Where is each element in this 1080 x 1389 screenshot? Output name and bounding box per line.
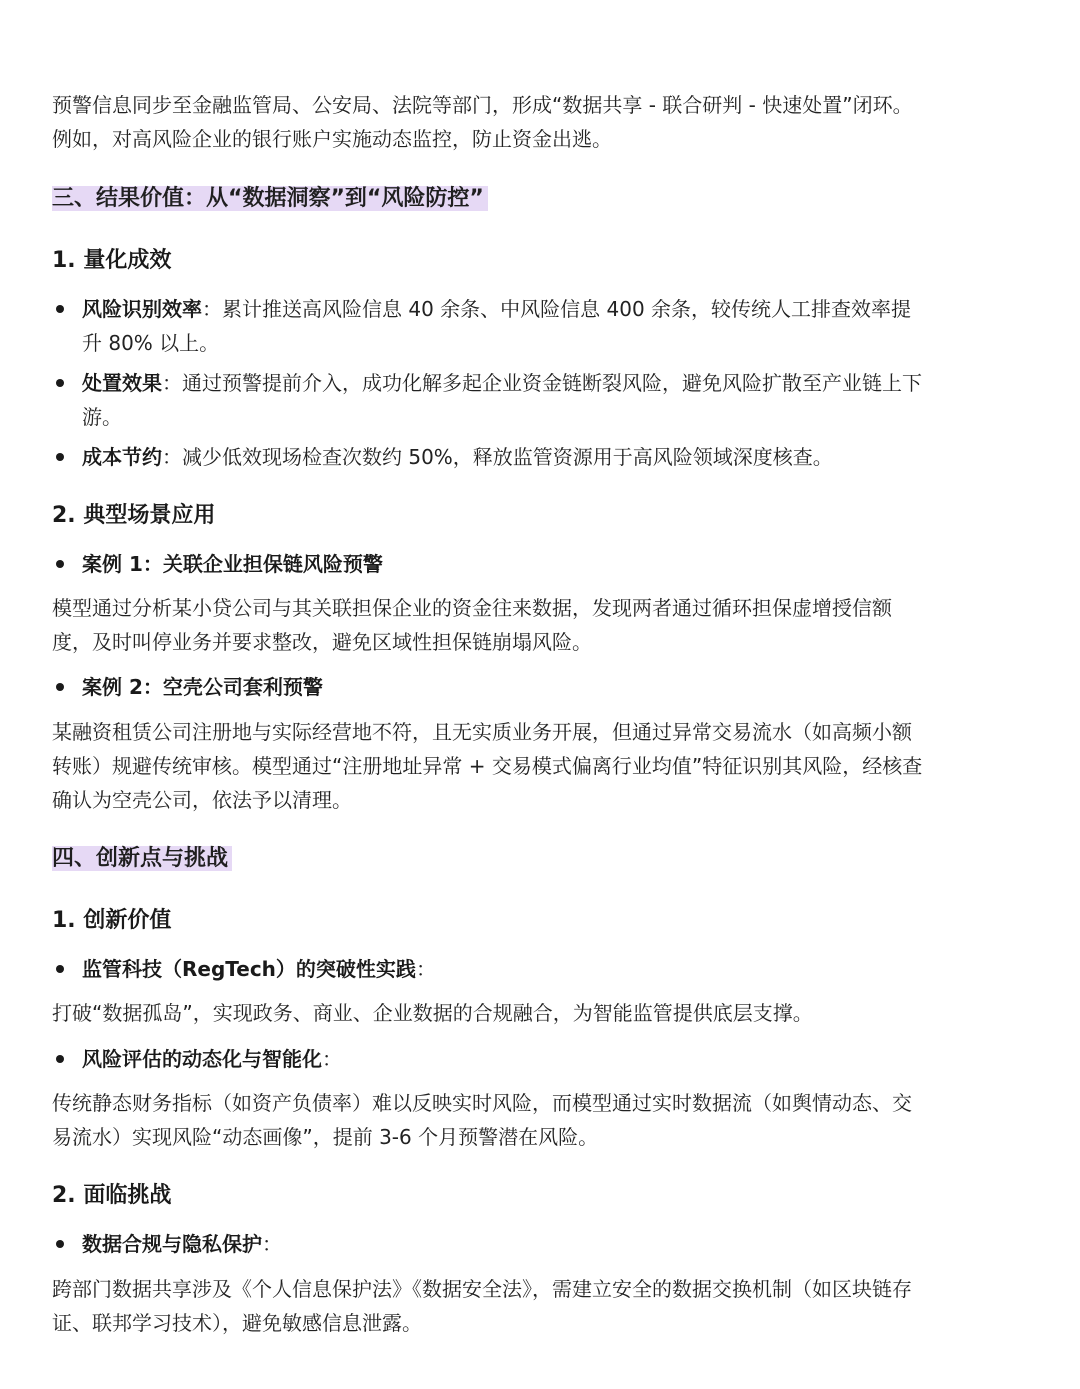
bullet-label: 处置效果 <box>82 371 162 395</box>
bullet-text: ：累计推送高风险信息 40 余条、中风险信息 400 余条，较传统人工排查效率提升 80% 以上。 <box>82 297 912 355</box>
section-3-heading <box>52 184 488 214</box>
bullet-dot-icon <box>56 453 64 461</box>
bullet-dynamic-assessment <box>52 1042 930 1076</box>
bullet-disposal-effect <box>52 366 930 434</box>
section-4-heading-text: 四、创新点与挑战 <box>52 846 232 871</box>
data-compliance-label: 数据合规与隐私保护 <box>82 1232 262 1256</box>
bullet-dot-icon <box>56 1240 64 1248</box>
bullet-dot-icon <box>56 683 64 691</box>
section-4-1-heading: 1. 创新价值 <box>52 908 172 933</box>
bullet-regtech <box>52 952 930 986</box>
regtech-label: 监管科技（RegTech）的突破性实践 <box>82 957 416 981</box>
section-4-heading <box>52 844 232 874</box>
intro-paragraph: 预警信息同步至金融监管局、公安局、法院等部门，形成“数据共享 - 联合研判 - 快速处置”闭环。例如，对高风险企业的银行账户实施动态监控，防止资金出逃。 <box>52 93 913 151</box>
regtech-paragraph: 打破“数据孤岛”，实现政务、商业、企业数据的合规融合，为智能监管提供底层支撑。 <box>52 1001 813 1025</box>
case-1-label: 案例 1：关联企业担保链风险预警 <box>82 552 383 576</box>
case-2-paragraph: 某融资租赁公司注册地与实际经营地不符，且无实质业务开展，但通过异常交易流水（如高频小额转账）规避传统审核。模型通过“注册地址异常 + 交易模式偏离行业均值”特征识别其风险，经核查确认为空壳公司，依法予以清理。 <box>52 720 923 812</box>
section-3-heading-text: 三、结果价值：从“数据洞察”到“风险防控” <box>52 186 488 211</box>
bullet-dot-icon <box>56 1055 64 1063</box>
regtech-suffix: ： <box>415 957 436 981</box>
bullet-data-compliance <box>52 1227 930 1261</box>
bullet-dot-icon <box>56 965 64 973</box>
section-3-1-heading: 1. 量化成效 <box>52 248 172 273</box>
section-4-2-heading: 2. 面临挑战 <box>52 1183 172 1208</box>
bullet-case-1 <box>52 547 930 581</box>
bullet-cost-saving <box>52 440 930 474</box>
data-compliance-suffix: ： <box>262 1232 282 1256</box>
bullet-case-2 <box>52 670 930 704</box>
section-3-2-heading: 2. 典型场景应用 <box>52 503 216 528</box>
bullet-text: ：减少低效现场检查次数约 50%，释放监管资源用于高风险领域深度核查。 <box>162 445 833 469</box>
bullet-dot-icon <box>56 305 64 313</box>
dynamic-assessment-paragraph: 传统静态财务指标（如资产负债率）难以反映实时风险，而模型通过实时数据流（如舆情动态、交易流水）实现风险“动态画像”，提前 3-6 个月预警潜在风险。 <box>52 1091 912 1149</box>
bullet-label: 风险识别效率 <box>82 297 202 321</box>
bullet-dot-icon <box>56 560 64 568</box>
case-1-paragraph: 模型通过分析某小贷公司与其关联担保企业的资金往来数据，发现两者通过循环担保虚增授信额度，及时叫停业务并要求整改，避免区域性担保链崩塌风险。 <box>52 596 892 654</box>
bullet-label: 成本节约 <box>82 445 162 469</box>
dynamic-assessment-suffix: ： <box>322 1047 342 1071</box>
bullet-risk-efficiency <box>52 292 930 360</box>
case-2-label: 案例 2：空壳公司套利预警 <box>82 675 323 699</box>
dynamic-assessment-label: 风险评估的动态化与智能化 <box>82 1047 322 1071</box>
bullet-dot-icon <box>56 379 64 387</box>
data-compliance-paragraph: 跨部门数据共享涉及《个人信息保护法》《数据安全法》，需建立安全的数据交换机制（如区块链存证、联邦学习技术），避免敏感信息泄露。 <box>52 1277 912 1335</box>
bullet-text: ：通过预警提前介入，成功化解多起企业资金链断裂风险，避免风险扩散至产业链上下游。 <box>82 371 922 429</box>
